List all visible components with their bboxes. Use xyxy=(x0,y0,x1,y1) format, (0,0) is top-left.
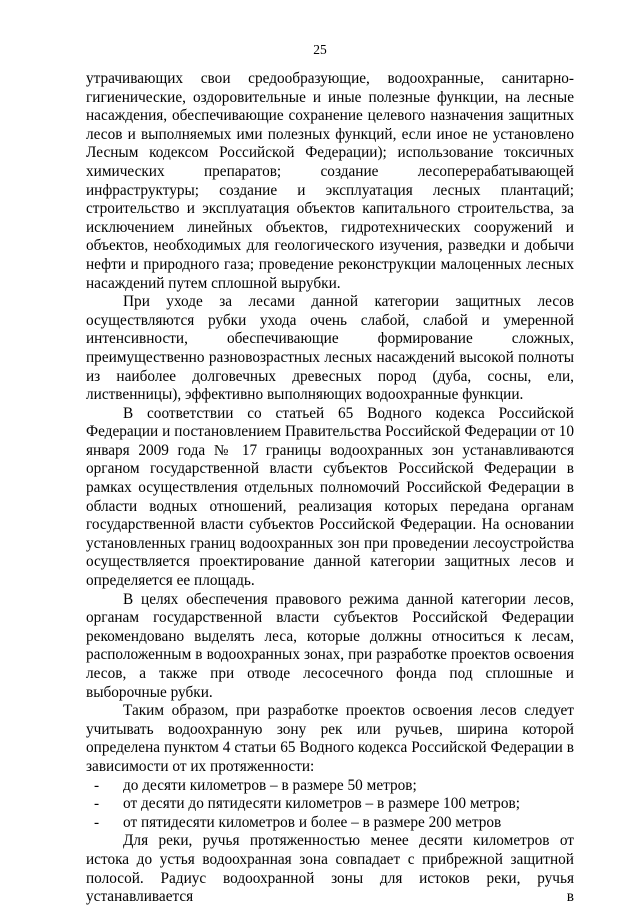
list-item: - от пятидесяти километров и более – в размере 200 метров xyxy=(86,814,574,833)
list-item: - до десяти километров – в размере 50 метров; xyxy=(86,777,574,796)
paragraph-conclusion: Таким образом, при разработке проектов освоения лесов следует учитывать водоохранную зону рек или ручьев, ширина которой определена пунктом 4 статьи 65 Водного кодекса Российской Федерации в зависимости от их протяженности: xyxy=(86,702,574,775)
list-item: - от десяти до пятидесяти километров – в размере 100 метров; xyxy=(86,795,574,814)
page-body xyxy=(86,70,574,907)
paragraph-legal-regime: В целях обеспечения правового режима данной категории лесов, органам государственной власти субъектов Российской Федерации рекомендовано выделять леса, которые должны относиться к лесам, расположенным в водоохранных зонах, при разработке проектов освоения лесов, а также при отводе лесосечного фонда под сплошные и выборочные рубки. xyxy=(86,590,574,701)
paragraph-forest-care: При уходе за лесами данной категории защитных лесов осуществляются рубки ухода очень слабой, слабой и умеренной интенсивности, обеспечивающие формирование сложных, преимущественно разновозрастных лесных насаждений высокой полноты из наиболее долговечных древесных пород (дуба, сосны, ели, лиственницы), эффективно выполняющих водоохранные функции. xyxy=(86,293,574,404)
paragraph-water-code: В соответствии со статьей 65 Водного кодекса Российской Федерации и постановлением Правительства Российской Федерации от 10 января 2009 года № 17 границы водоохранных зон устанавливаются органом государственной власти субъектов Российской Федерации в рамках осуществления отдельных полномочий Российской Федерации в области водных отношений, реализация которых передана органам государственной власти субъектов Российской Федерации. На основании установленных границ водоохранных зон при проведении лесоустройства осуществляется проектирование данной категории защитных лесов и определяется ее площадь. xyxy=(86,404,574,590)
paragraph-continued: утрачивающих свои средообразующие, водоохранные, санитарно-гигиенические, оздоровительные и иные полезные функции, на лесные насаждения, обеспечивающие сохранение целевого назначения защитных лесов и выполняемых ими полезных функций, если иное не установлено Лесным кодексом Российской Федерации); использование токсичных химических препаратов; создание лесоперерабатывающей инфраструктуры; создание и эксплуатация лесных плантаций; строительство и эксплуатация объектов капитального строительства, за исключением линейных объектов, гидротехнических сооружений и объектов, необходимых для геологического изучения, разведки и добычи нефти и природного газа; проведение реконструкции малоценных лесных насаждений путем сплошной вырубки. xyxy=(86,70,574,292)
paragraph-short-rivers: Для реки, ручья протяженностью менее десяти километров от истока до устья водоохранная зона совпадает с прибрежной защитной полосой. Радиус водоохранной зоны для истоков реки, ручья устанавливается в xyxy=(86,832,574,906)
zone-width-list xyxy=(86,777,574,833)
page-number: 25 xyxy=(313,42,327,57)
